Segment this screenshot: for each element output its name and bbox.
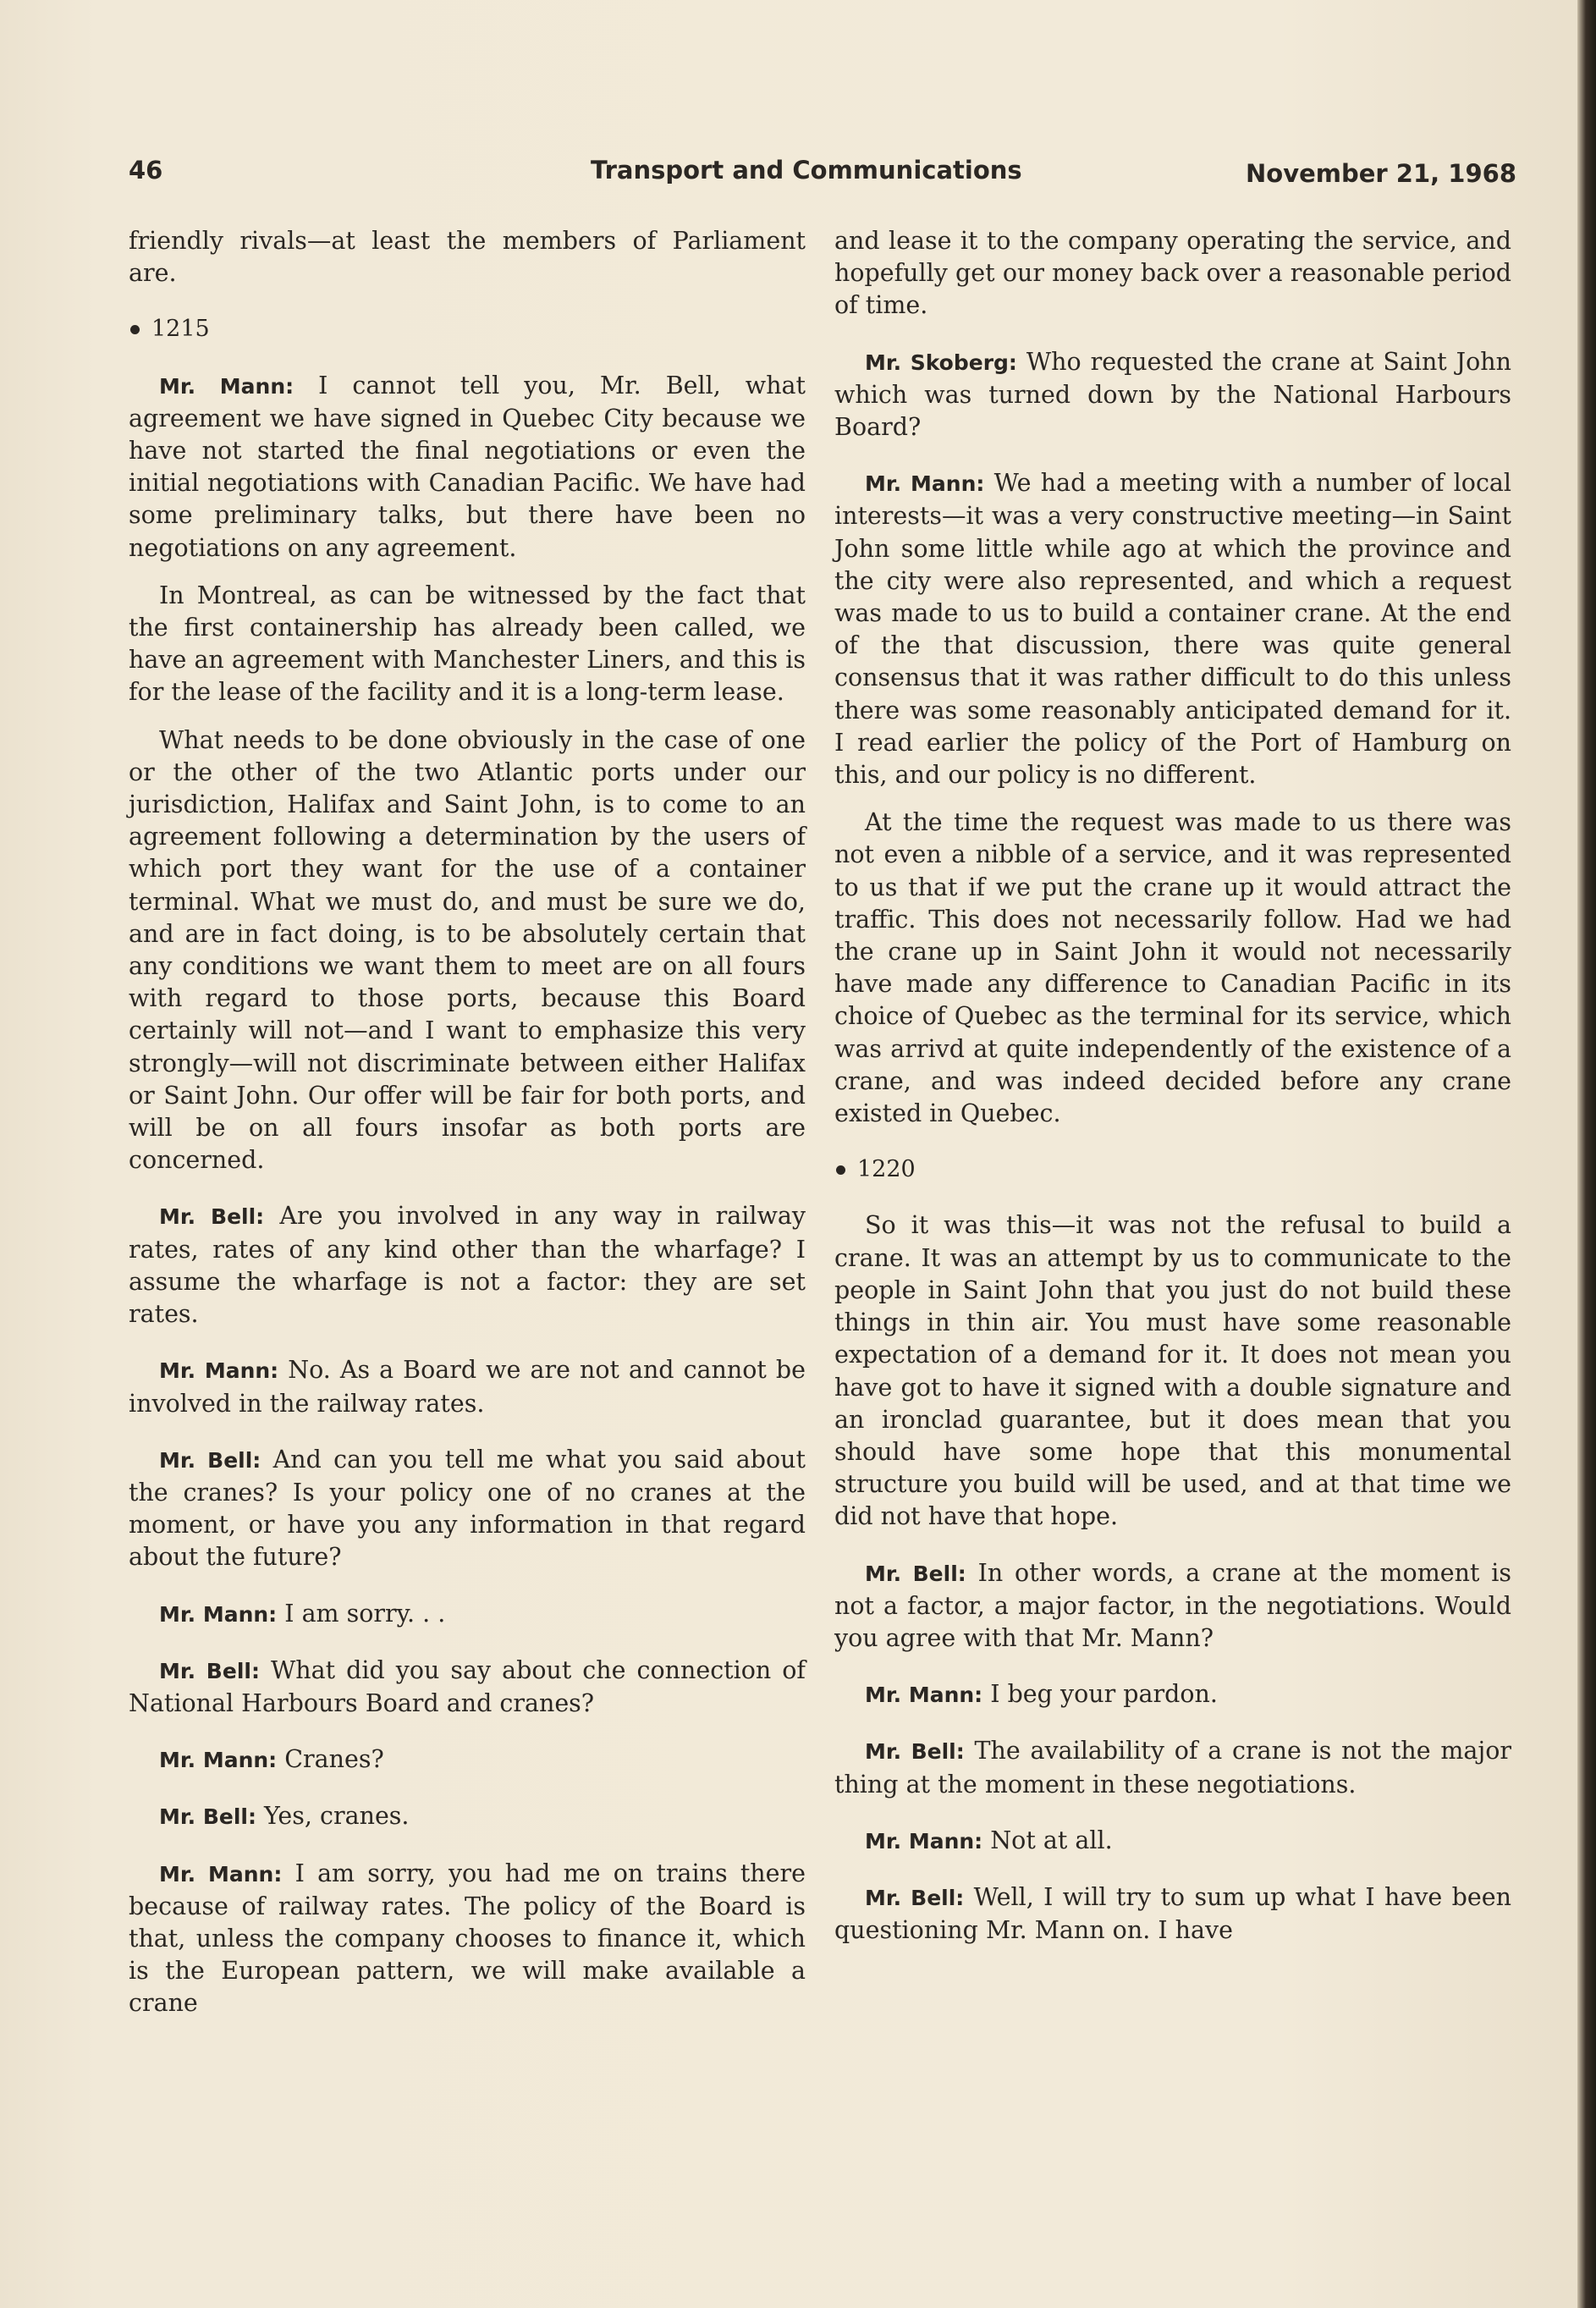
speaker-name: Mr. Bell: [159,1804,256,1830]
paragraph: So it was this—it was not the refusal to build a crane. It was an attempt by us to communicate to the people in Saint John that you just do not build these things in thin air. You must have some reasonable expectation of a demand for it. It does not mean you have got to have it signed with a double signature and an ironclad guarantee, but it does mean that you should have some hope that this monumental structure you build will be used, and at that time we did not have that hope. [834,1211,1511,1531]
speech-text: What did you say about che connection of National Harbours Board and cranes? [129,1655,806,1717]
speaker-name: Mr. Mann: [159,1358,279,1384]
speech-text: I cannot tell you, Mr. Bell, what agreement we have signed in Quebec City because we have not started the final negotiations or even the initial negotiations with Canadian Pacific. We have had some preliminary talks, but there have been no negotiations on any agreement. [129,371,806,562]
time-marker-text: 1215 [151,316,210,343]
time-marker [130,313,806,345]
time-marker-text: 1220 [857,1156,916,1183]
speech-text: I am sorry. . . [277,1599,446,1628]
speech-paragraph [129,1598,806,1631]
speech-text: Yes, cranes. [256,1802,410,1831]
speech-text: And can you tell me what you said about the cranes? Is your policy one of no cranes at the moment, or have you any information in that regard about the future? [129,1445,806,1572]
speech-paragraph [129,370,806,565]
speaker-name: Mr. Bell: [865,1739,965,1765]
speech-paragraph [834,1678,1511,1711]
speech-paragraph [129,1655,806,1720]
speaker-name: Mr. Mann: [865,1683,983,1708]
speaker-name: Mr. Bell: [865,1561,966,1586]
speech-paragraph [129,1800,806,1833]
header-date: November 21, 1968 [1246,159,1516,188]
speech-text: I am sorry, you had me on trains there because of railway rates. The policy of the Board is that, unless the company chooses to finance it, which is the European pattern, we will make available a crane [129,1859,806,2018]
speaker-name: Mr. Mann: [865,1828,983,1854]
paragraph: and lease it to the company operating the service, and hopefully get our money back over a reasonable period of time. [834,227,1511,320]
page-number: 46 [129,156,163,185]
speech-text: Cranes? [277,1745,384,1774]
paragraph: What needs to be done obviously in the case of one or the other of the two Atlantic ports under our jurisdiction, Halifax and Saint John, is to come to an agreement following a determination by the users of which port they want for the use of a container terminal. What we must do, and must be sure we do, and are in fact doing, is to be absolutely certain that any conditions we want them to meet are on all fours with regard to those ports, because this Board certainly will not—and I want to emphasize this very strongly—will not discriminate between either Halifax or Saint John. Our offer will be fair for both ports, and will be on all fours insofar as both ports are concerned. [129,725,806,1175]
speech-text: No. As a Board we are not and cannot be involved in the railway rates. [129,1356,806,1418]
left-column [129,225,806,2035]
bullet-icon [130,325,140,334]
speech-paragraph [129,1858,806,2020]
speaker-name: Mr. Bell: [159,1658,260,1683]
running-header [129,156,1516,190]
time-marker [836,1154,1511,1186]
speech-paragraph [834,1881,1511,1947]
speaker-name: Mr. Mann: [159,1861,283,1887]
paragraph: At the time the request was made to us there was not even a nibble of a service, and it was represented to us that if we put the crane up it would attract the traffic. This does not necessarily follow. Had we had the crane up in Saint John it would not necessarily have made any difference to Canadian Pacific in its choice of Quebec as the terminal for its service, which was arrivd at quite independently of the existence of a crane, and was indeed decided before any crane existed in Quebec. [834,808,1511,1128]
speaker-name: Mr. Bell: [865,1885,965,1910]
speech-paragraph [129,1354,806,1419]
header-title: Transport and Communications [591,156,1022,185]
speaker-name: Mr. Mann: [159,1601,278,1627]
speech-paragraph [834,1735,1511,1800]
speech-text: Who requested the crane at Saint John which was turned down by the National Harbours Board? [834,347,1511,442]
speaker-name: Mr. Mann: [159,373,294,399]
speech-text: Not at all. [982,1826,1113,1854]
paragraph: In Montreal, as can be witnessed by the fact that the first containership has already been called, we have an agreement with Manchester Liners, and this is for the lease of the facility and it is a long-term lease. [129,581,806,707]
speech-paragraph [834,1557,1511,1655]
speaker-name: Mr. Mann: [159,1748,278,1773]
speaker-name: Mr. Bell: [159,1204,265,1230]
book-spine-shadow [1577,0,1596,2308]
speech-paragraph [834,467,1511,791]
speaker-name: Mr. Bell: [159,1447,261,1473]
speech-paragraph [129,1743,806,1776]
speech-paragraph [834,346,1511,444]
speech-text: We had a meeting with a number of local interests—it was a very constructive meeting—in Saint John some little while ago at which the province and the city were also represented, and which a request was made to us to build a container crane. At the end of the that discussion, there was quite general consensus that it was rather difficult to do this unless there was some reasonably anticipated demand for it. I read earlier the policy of the Port of Hamburg on this, and our policy is no different. [834,469,1512,790]
speech-text: Are you involved in any way in railway rates, rates of any kind other than the wharfage? I assume the wharfage is not a factor: they are set rates. [129,1202,806,1329]
speech-paragraph [129,1444,806,1574]
right-column [834,225,1511,1962]
speech-text: In other words, a crane at the moment is not a factor, a major factor, in the negotiations. Would you agree with that Mr. Mann? [834,1558,1511,1652]
speech-text: The availability of a crane is not the major thing at the moment in these negotiations. [834,1737,1511,1798]
speaker-name: Mr. Skoberg: [865,350,1017,375]
paragraph: friendly rivals—at least the members of Parliament are. [129,227,806,288]
bullet-icon [836,1165,845,1175]
speaker-name: Mr. Mann: [865,471,985,497]
speech-text: I beg your pardon. [982,1680,1218,1709]
speech-paragraph [129,1200,806,1330]
speech-text: Well, I will try to sum up what I have been questioning Mr. Mann on. I have [834,1882,1511,1945]
speech-paragraph [834,1825,1511,1858]
